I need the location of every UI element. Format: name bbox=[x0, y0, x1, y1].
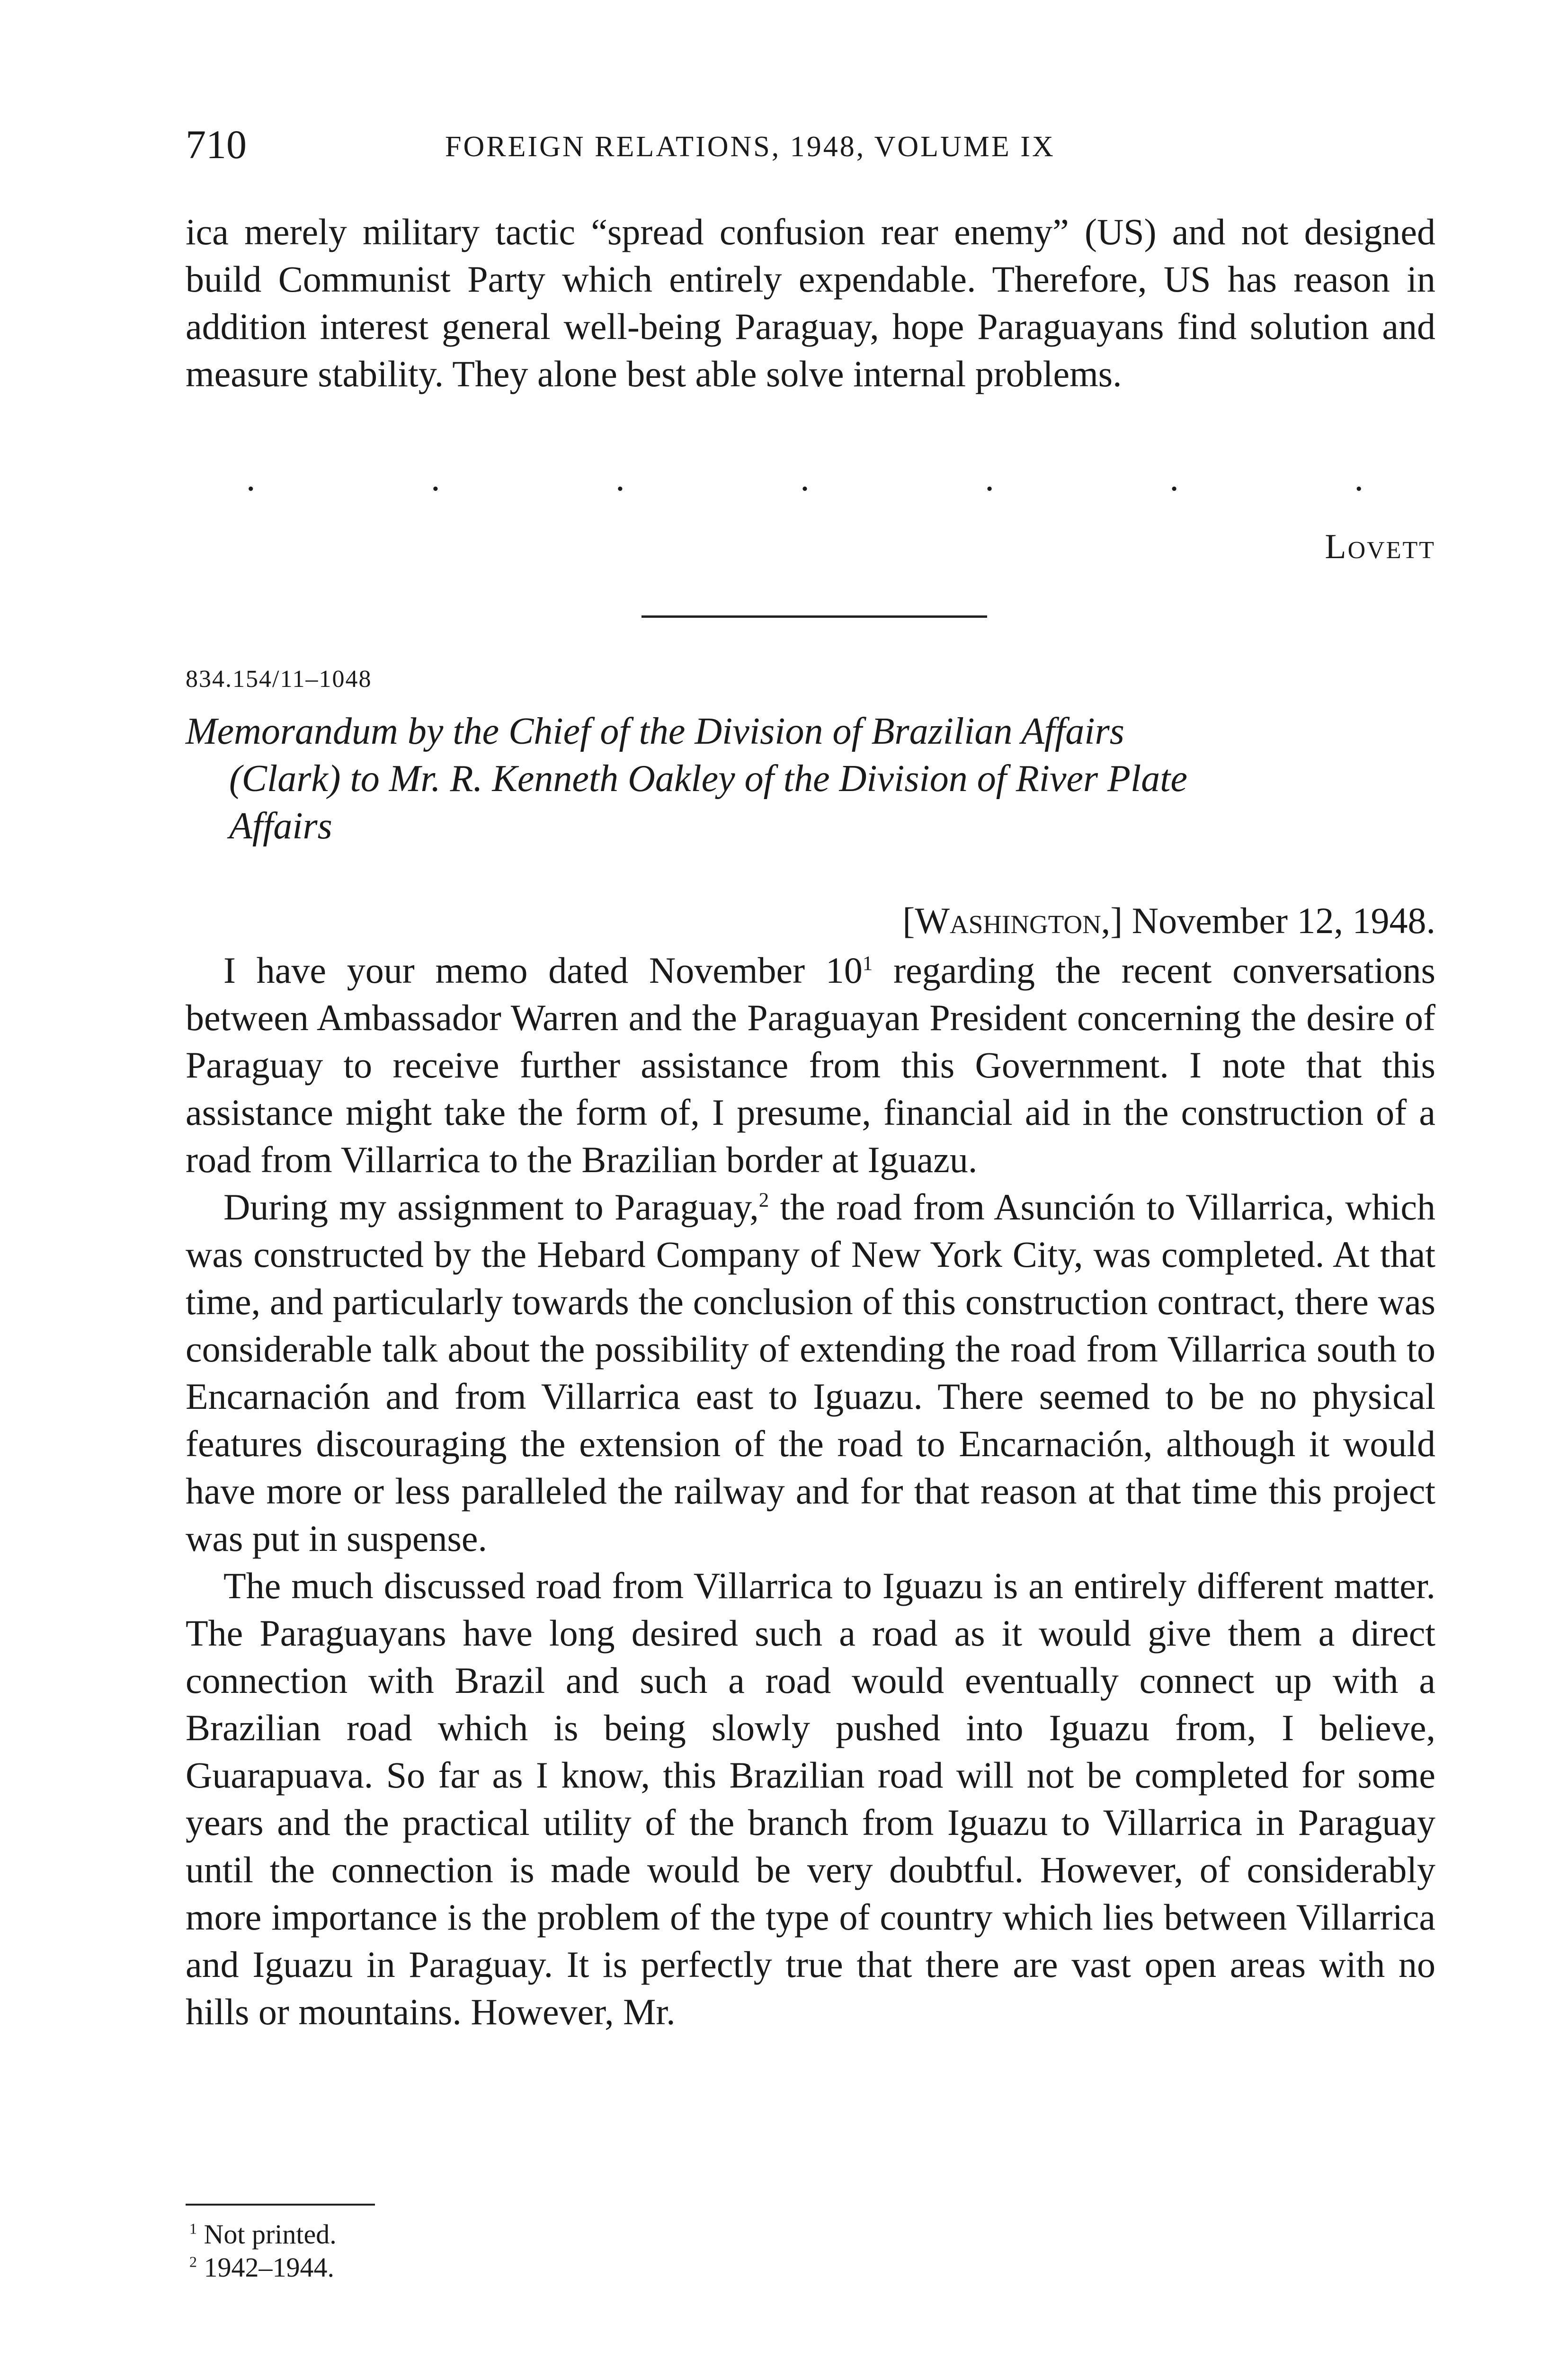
body-paragraph bbox=[186, 1562, 1435, 2036]
intro-paragraph-text: ica merely military tactic “spread confusion rear enemy” (US) and not designed build Communist Party which entirely expendable. Therefore, US has reason in addition interest general well-being Paraguay, hope Paraguayans find solution and measure stability. They alone best able solve internal problems. bbox=[186, 211, 1435, 394]
body-paragraph bbox=[186, 1184, 1435, 1562]
ellipsis-dot: . bbox=[1169, 457, 1179, 498]
body-paragraph bbox=[186, 947, 1435, 1184]
running-head: FOREIGN RELATIONS, 1948, VOLUME IX bbox=[445, 131, 1055, 163]
footnote-ref[interactable]: 1 bbox=[862, 952, 873, 975]
page-header bbox=[186, 118, 1435, 170]
ellipsis-dot: . bbox=[615, 457, 625, 498]
section-divider bbox=[641, 615, 987, 618]
footnote bbox=[189, 2251, 337, 2284]
footnote-mark: 1 bbox=[189, 2220, 197, 2237]
file-number: 834.154/11–1048 bbox=[186, 666, 372, 693]
footnote-text: Not printed. bbox=[204, 2219, 337, 2250]
paragraph-text: I have your memo dated November 10 bbox=[223, 950, 863, 991]
ellipsis-dot: . bbox=[1354, 457, 1363, 498]
memo-title-line: (Clark) to Mr. R. Kenneth Oakley of the Division of River Plate bbox=[229, 758, 1187, 800]
continued-paragraph bbox=[186, 208, 1435, 398]
footnote-text: 1942–1944. bbox=[204, 2252, 334, 2283]
signature: Lovett bbox=[1325, 527, 1435, 566]
ellipsis-row bbox=[246, 454, 1363, 502]
dateline-date: November 12, 1948. bbox=[1131, 900, 1435, 941]
paragraph-text: regarding the recent conversations between Ambassador Warren and the Paraguayan President concerning the desire of Paraguay to receive further assistance from this Government. I note that this assistance might take the form of, I presume, financial aid in the construction of a road from Villarrica to the Brazilian border at Iguazu. bbox=[186, 950, 1436, 1180]
paragraph-text: The much discussed road from Villarrica to Iguazu is an entirely different matter. The Paraguayans have long desired such a road as it would give them a direct connection with Brazil and such a road would eventually connect up with a Brazilian road which is being slowly pushed into Iguazu from, I believe, Guarapuava. So far as I know, this Brazilian road will not be completed for some years and the practical utility of the branch from Iguazu to Villarrica in Paraguay until the connection is made would be very doubtful. However, of considerably more importance is the problem of the type of country which lies between Villarrica and Iguazu in Paraguay. It is perfectly true that there are vast open areas with no hills or mountains. However, Mr. bbox=[186, 1565, 1435, 2032]
ellipsis-dot: . bbox=[246, 457, 256, 498]
footnotes bbox=[189, 2218, 337, 2284]
paragraph-text: During my assignment to Paraguay, bbox=[223, 1186, 759, 1228]
ellipsis-dot: . bbox=[431, 457, 440, 498]
memo-title bbox=[186, 708, 1435, 850]
ellipsis-dot: . bbox=[800, 457, 810, 498]
footnote-ref[interactable]: 2 bbox=[758, 1189, 769, 1211]
memo-title-line: Affairs bbox=[229, 805, 332, 847]
footnote bbox=[189, 2218, 337, 2251]
ellipsis-dot: . bbox=[985, 457, 994, 498]
footnote-mark: 2 bbox=[189, 2253, 197, 2270]
memo-title-line: Memorandum by the Chief of the Division of Brazilian Affairs bbox=[186, 711, 1124, 752]
dateline-place: [Washington,] bbox=[902, 900, 1123, 941]
memo-body bbox=[186, 947, 1435, 2036]
dateline bbox=[902, 897, 1435, 944]
paragraph-text: the road from Asunción to Villarrica, which was constructed by the Hebard Company of New York City, was completed. At that time, and particularly towards the conclusion of this construction contract, there was considerable talk about the possibility of extending the road from Villarrica south to Encarnación and from Villarrica east to Iguazu. There seemed to be no physical features discouraging the extension of the road to Encarnación, although it would have more or less paralleled the railway and for that reason at that time this project was put in suspense. bbox=[186, 1186, 1435, 1559]
page-number: 710 bbox=[186, 122, 247, 167]
footnote-divider bbox=[186, 2204, 375, 2206]
